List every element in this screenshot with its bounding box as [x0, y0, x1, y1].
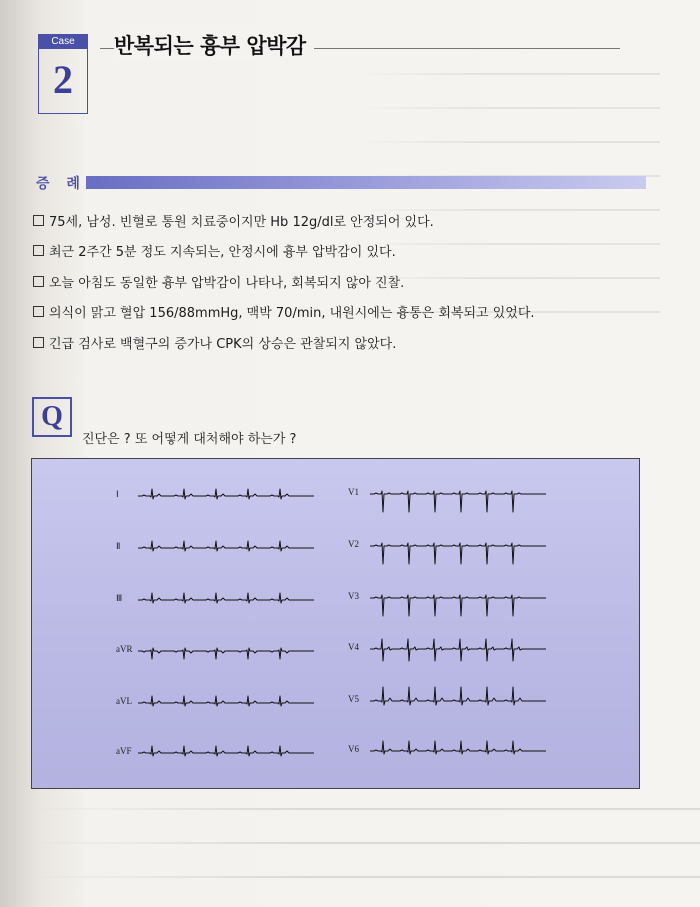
question-text: 진단은 ? 또 어떻게 대처해야 하는가 ?: [82, 432, 297, 447]
ecg-lead-v6-label: V6: [348, 744, 359, 754]
finding-text: 오늘 아침도 동일한 흉부 압박감이 나타나, 회복되지 않아 진찰.: [49, 275, 405, 291]
case-label: Case: [38, 34, 88, 49]
ecg-lead-ⅰ-label: Ⅰ: [116, 489, 119, 499]
section-bar: [86, 176, 646, 189]
ecg-lead-v1-label: V1: [348, 487, 359, 497]
ecg-lead-v1-trace: [370, 491, 546, 512]
ecg-lead-ⅱ-trace: [138, 541, 314, 551]
ecg-lead-v2-label: V2: [348, 539, 359, 549]
case-number: 2: [38, 49, 88, 114]
finding-item: [33, 297, 653, 328]
ecg-lead-v3-label: V3: [348, 591, 359, 601]
checkbox-icon: [33, 245, 44, 256]
ecg-lead-v4-trace: [370, 639, 546, 661]
case-findings: [33, 205, 653, 358]
case-badge: [38, 34, 88, 116]
finding-item: [33, 266, 653, 297]
ecg-lead-ⅲ-label: Ⅲ: [116, 593, 123, 603]
ecg-lead-avl-label: aVL: [116, 696, 132, 706]
checkbox-icon: [33, 337, 44, 348]
ecg-lead-v6-trace: [370, 741, 546, 754]
question-badge: Q: [32, 397, 72, 437]
ecg-lead-ⅲ-trace: [138, 593, 314, 603]
ecg-traces: [32, 459, 639, 788]
finding-item: [33, 236, 653, 267]
finding-text: 75세, 남성. 빈혈로 통원 치료중이지만 Hb 12g/dl로 안정되어 있다.: [49, 214, 434, 230]
finding-text: 의식이 맑고 혈압 156/88mmHg, 맥박 70/min, 내원시에는 흉통은 회복되고 있었다.: [49, 306, 535, 322]
bleed-through-text: [30, 790, 700, 907]
checkbox-icon: [33, 306, 44, 317]
finding-text: 최근 2주간 5분 정도 지속되는, 안정시에 흉부 압박감이 있다.: [49, 245, 396, 261]
section-header: [36, 173, 646, 195]
page-title: 반복되는 흉부 압박감: [114, 30, 314, 60]
section-label: 증 례: [36, 176, 86, 192]
finding-text: 긴급 검사로 백혈구의 증가나 CPK의 상승은 관찰되지 않았다.: [49, 336, 397, 352]
ecg-panel: [31, 458, 640, 789]
ecg-lead-v4-label: V4: [348, 642, 359, 652]
finding-item: [33, 205, 653, 236]
ecg-lead-avr-label: aVR: [116, 644, 133, 654]
ecg-lead-ⅱ-label: Ⅱ: [116, 541, 121, 551]
ecg-lead-avr-trace: [138, 648, 314, 659]
ecg-lead-avl-trace: [138, 696, 314, 706]
ecg-lead-avf-label: aVF: [116, 746, 132, 756]
checkbox-icon: [33, 215, 44, 226]
ecg-lead-v2-trace: [370, 543, 546, 564]
checkbox-icon: [33, 276, 44, 287]
ecg-lead-ⅰ-trace: [138, 489, 314, 499]
ecg-lead-v5-trace: [370, 687, 546, 705]
finding-item: [33, 327, 653, 358]
ecg-lead-v5-label: V5: [348, 694, 359, 704]
ecg-lead-avf-trace: [138, 746, 314, 756]
ecg-lead-v3-trace: [370, 595, 546, 616]
